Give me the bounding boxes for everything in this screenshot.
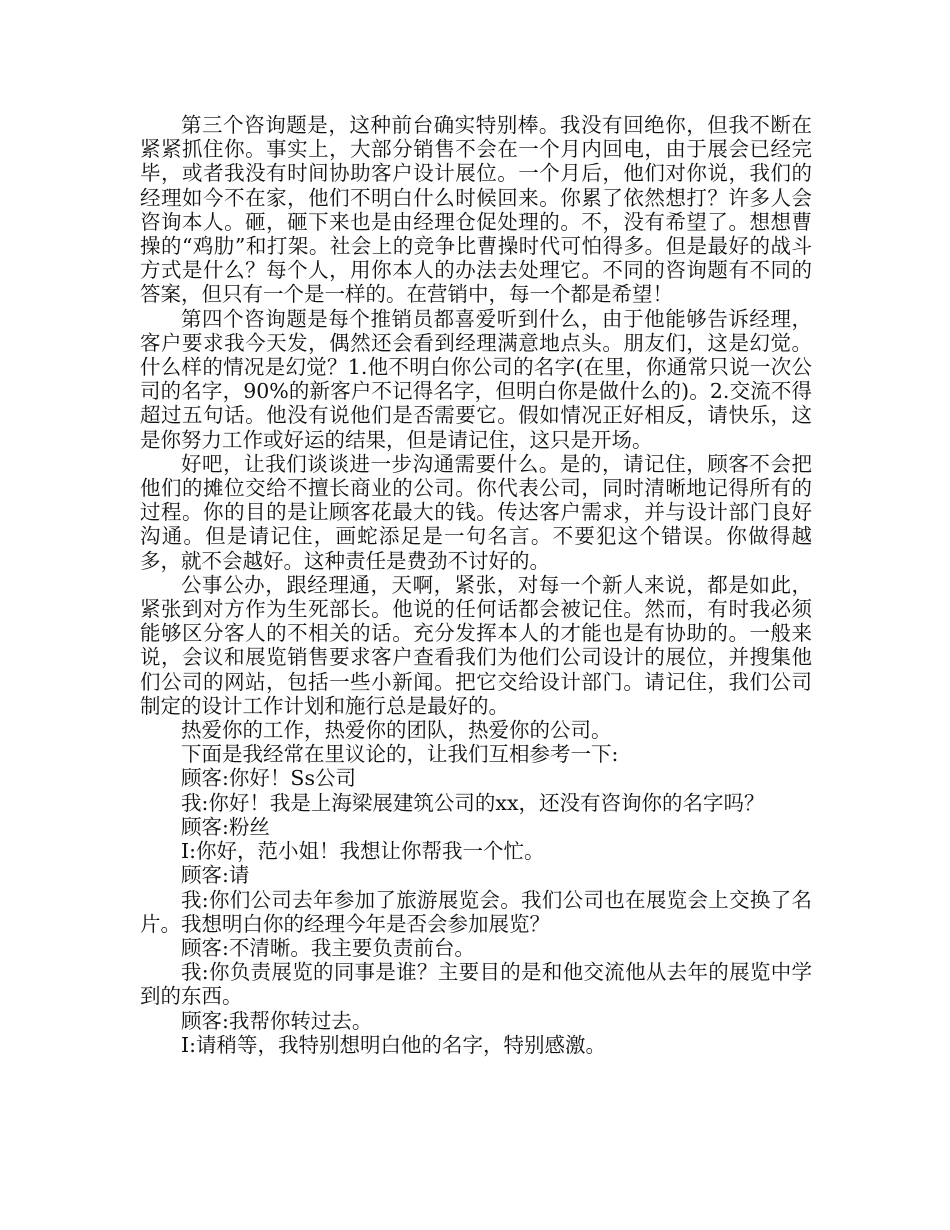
dialogue-line: 顾客:粉丝 xyxy=(181,814,270,839)
paragraph-further-communication: 好吧，让我们谈谈进一步沟通需要什么。是的，请记住，顾客不会把他们的摊位交给不擅长商业的公司。你代表公司，同时清晰地记得所有的过程。你的目的是让顾客花最大的钱。传达客户需求，并与设计部门良好沟通。但是请记住，画蛇添足是一句名言。不要犯这个错误。你做得越多，就不会越好。这种责任是费劲不讨好的。 xyxy=(140,451,812,573)
paragraph-third-question: 第三个咨询题是，这种前台确实特别棒。我没有回绝你，但我不断在紧紧抓住你。事实上，大部分销售不会在一个月内回电，由于展会已经完毕，或者我没有时间协助客户设计展位。一个月后，他们对你说，我们的经理如今不在家，他们不明白什么时候回来。你累了依然想打？许多人会咨询本人。砸，砸下来也是由经理仓促处理的。不，没有希望了。想想曹操的“鸡肋”和打架。社会上的竞争比曹操时代可怕得多。但是最好的战斗方式是什么？每个人，用你本人的办法去处理它。不同的咨询题有不同的答案，但只有一个是一样的。在营销中，每一个都是希望！ xyxy=(140,113,812,307)
dialogue-line: 我:你好！我是上海梁展建筑公司的xx，还没有咨询你的名字吗？ xyxy=(181,790,765,815)
paragraph-dialogue-intro: 下面是我经常在里议论的，让我们互相参考一下: xyxy=(181,742,619,767)
dialogue-line: I:你好，范小姐！我想让你帮我一个忙。 xyxy=(181,839,545,864)
paragraph-fourth-question: 第四个咨询题是每个推销员都喜爱听到什么，由于他能够告诉经理，客户要求我今天发，偶然还会看到经理满意地点头。朋友们，这是幻觉。什么样的情况是幻觉？1.他不明白你公司的名字(在里，你通常只说一次公司的名字，90%的新客户不记得名字，但明白你是做什么的)。2.交流不得超过五句话。他没有说他们是否需要它。假如情况正好相反，请快乐，这是你努力工作或好运的结果，但是请记住，这只是开场。 xyxy=(140,306,812,452)
dialogue-line: 我:你负责展览的同事是谁？主要目的是和他交流他从去年的展览中学到的东西。 xyxy=(140,960,812,1009)
dialogue-line: 顾客:请 xyxy=(181,863,250,888)
dialogue-line: 顾客:我帮你转过去。 xyxy=(181,1008,373,1033)
dialogue-line: 我:你们公司去年参加了旅游展览会。我们公司也在展览会上交换了名片。我想明白你的经理今年是否会参加展览？ xyxy=(140,887,812,936)
dialogue-line: I:请稍等，我特别想明白他的名字，特别感激。 xyxy=(181,1032,607,1057)
dialogue-line: 顾客:不清晰。我主要负责前台。 xyxy=(181,935,475,960)
document-page xyxy=(140,113,812,1057)
dialogue-line: 顾客:你好！Ss公司 xyxy=(181,766,356,791)
paragraph-love-your-work: 热爱你的工作，热爱你的团队，热爱你的公司。 xyxy=(181,718,612,743)
paragraph-manager-communication: 公事公办，跟经理通，天啊，紧张，对每一个新人来说，都是如此，紧张到对方作为生死部长。他说的任何话都会被记住。然而，有时我必须能够区分客人的不相关的话。充分发挥本人的才能也是有协助的。一般来说，会议和展览销售要求客户查看我们为他们公司设计的展位，并搜集他们公司的网站，包括一些小新闻。把它交给设计部门。请记住，我们公司制定的设计工作计划和施行总是最好的。 xyxy=(140,572,812,718)
